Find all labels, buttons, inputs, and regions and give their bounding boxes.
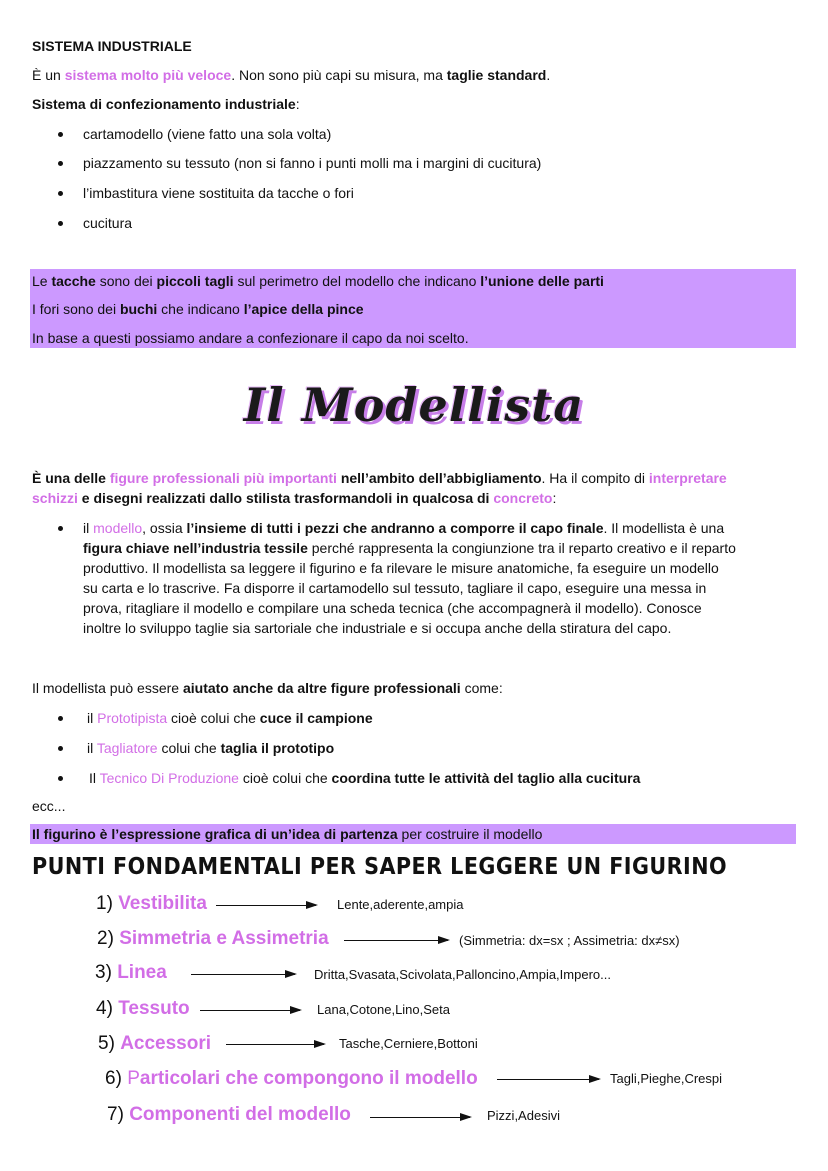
band-line-1: Le tacche sono dei piccoli tagli sul perimetro del modello che indicano l’unione delle parti	[32, 273, 604, 289]
punto-value: Tasche,Cerniere,Bottoni	[339, 1036, 478, 1051]
bullet-dot	[58, 746, 63, 751]
punto-value: Dritta,Svasata,Scivolata,Palloncino,Ampia,Impero...	[314, 967, 611, 982]
arrow-icon	[226, 1044, 324, 1045]
punti-title: PUNTI FONDAMENTALI PER SAPER LEGGERE UN FIGURINO	[32, 854, 728, 880]
punto-value: Lente,aderente,ampia	[337, 897, 464, 912]
band-line-3: In base a questi possiamo andare a confezionare il capo da noi scelto.	[32, 330, 469, 346]
section-heading: SISTEMA INDUSTRIALE	[32, 38, 192, 54]
punto-value: (Simmetria: dx=sx ; Assimetria: dx≠sx)	[459, 933, 680, 948]
arrow-icon	[370, 1117, 470, 1118]
helpers-intro: Il modellista può essere aiutato anche da altre figure professionali come:	[32, 680, 503, 696]
bullet-dot	[58, 526, 63, 531]
bullet-dot	[58, 132, 63, 137]
intro-paragraph-line-1: È una delle figure professionali più importanti nell’ambito dell’abbigliamento. Ha il compito di interpretare	[32, 470, 727, 486]
arrow-icon	[497, 1079, 599, 1080]
arrow-icon	[191, 974, 295, 975]
punto-value: Pizzi,Adesivi	[487, 1108, 560, 1123]
modello-paragraph: il modello, ossia l’insieme di tutti i pezzi che andranno a comporre il capo finale. Il modellista è una figura chiave nell’industria tessile perché rappresenta la congiunzione tra il reparto creativo e il reparto produttivo. Il modellista sa leggere il figurino e fa rilevare le misure anatomiche, fa eseguire un modello su carta e lo trascrive. Fa disporre il cartamodello sul tessuto, tagliare il capo, eseguire una messa in prova, ritagliare il modello e compilare una scheda tecnica (che accompagnerà il modello). Conosce inoltre lo sviluppo taglie sia sartoriale che industriale e si occupa anche della stiratura del capo.	[83, 520, 736, 636]
list-item: il Prototipista cioè colui che cuce il campione	[87, 710, 373, 726]
list-item: l’imbastitura viene sostituita da tacche o fori	[83, 185, 354, 201]
band-line-2: I fori sono dei buchi che indicano l’apice della pince	[32, 301, 364, 317]
punto-item: 7) Componenti del modello	[107, 1104, 351, 1125]
intro-line: È un sistema molto più veloce. Non sono più capi su misura, ma taglie standard.	[32, 67, 551, 83]
list-item: Il Tecnico Di Produzione cioè colui che coordina tutte le attività del taglio alla cucitura	[89, 770, 641, 786]
bullet-dot	[58, 161, 63, 166]
punto-item: 4) Tessuto	[96, 998, 190, 1019]
list-item: piazzamento su tessuto (non si fanno i punti molli ma i margini di cucitura)	[83, 155, 542, 171]
bullet-dot	[58, 716, 63, 721]
bullet-dot	[58, 776, 63, 781]
ecc-text: ecc...	[32, 798, 66, 814]
punto-item: 2) Simmetria e Assimetria	[97, 928, 329, 949]
arrow-icon	[200, 1010, 300, 1011]
punto-value: Lana,Cotone,Lino,Seta	[317, 1002, 450, 1017]
bullet-dot	[58, 221, 63, 226]
list-item: il Tagliatore colui che taglia il prototipo	[87, 740, 335, 756]
list-item: cartamodello (viene fatto una sola volta)	[83, 126, 332, 142]
bullet-dot	[58, 191, 63, 196]
punto-item: 1) Vestibilita	[96, 893, 207, 914]
punto-item: 6) Particolari che compongono il modello	[105, 1068, 478, 1089]
punto-item: 3) Linea	[95, 962, 167, 983]
intro-paragraph-line-2: schizzi e disegni realizzati dallo stilista trasformandoli in qualcosa di concreto:	[32, 490, 557, 506]
script-title: Il Modellista	[243, 378, 585, 432]
arrow-icon	[344, 940, 448, 941]
punto-value: Tagli,Pieghe,Crespi	[610, 1071, 723, 1086]
list-item: cucitura	[83, 215, 133, 231]
arrow-icon	[216, 905, 316, 906]
figurino-definition: Il figurino è l’espressione grafica di un’idea di partenza per costruire il modello	[32, 826, 543, 842]
subheading: Sistema di confezionamento industriale:	[32, 96, 300, 112]
punto-item: 5) Accessori	[98, 1033, 212, 1054]
